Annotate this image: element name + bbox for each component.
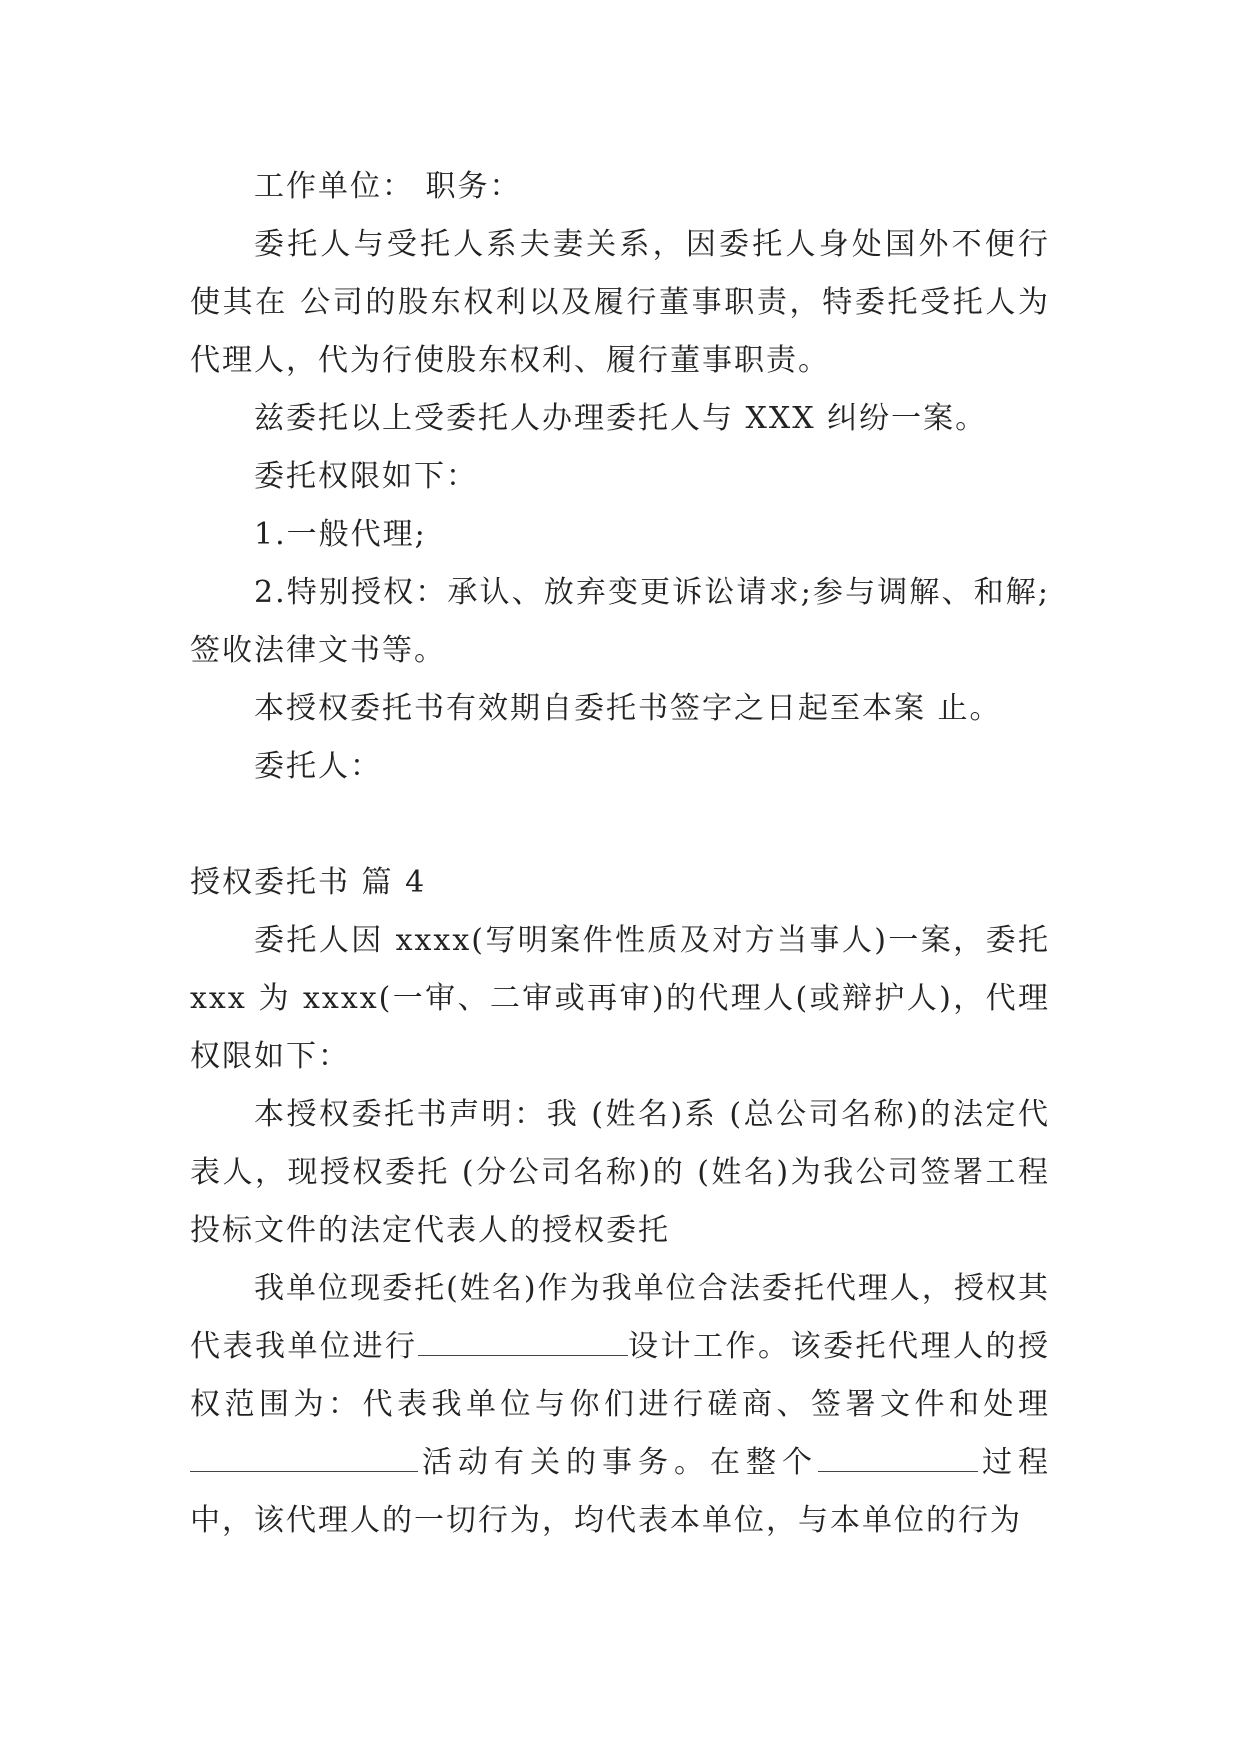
paragraph-principal-signature: 委托人：: [254, 749, 382, 784]
unit-entrust-text-1: 我单位现委托(姓名)作为我单位合法委托代理人，授权其代表我单位进行: [190, 1271, 1050, 1364]
fill-blank-activity: [190, 1435, 418, 1472]
unit-entrust-text-2: 设计工作。该委托代理人的授权范围为：代表我单位与你们进行磋商、签署文件和处理: [190, 1329, 1050, 1422]
section-heading: 授权委托书 篇 4: [190, 865, 427, 900]
paragraph-entrust-relation: 委托人与受托人系夫妻关系，因委托人身处国外不便行使其在 公司的股东权利以及履行董事职责，特委托受托人为代理人，代为行使股东权利、履行董事职责。: [190, 227, 1050, 378]
fill-blank-design: [418, 1319, 628, 1356]
paragraph-general-agency: 1.一般代理;: [254, 517, 427, 552]
fill-blank-process: [818, 1435, 978, 1472]
paragraph-special-authorization: 2.特别授权：承认、放弃变更诉讼请求;参与调解、和解;签收法律文书等。: [190, 575, 1050, 668]
paragraph-case-entrust: 委托人因 xxxx(写明案件性质及对方当事人)一案，委托 xxx 为 xxxx(一审、二审或再审)的代理人(或辩护人)，代理权限如下：: [190, 923, 1050, 1074]
paragraph-work-unit: 工作单位： 职务：: [254, 169, 522, 204]
unit-entrust-text-3: 活动有关的事务。在整个: [418, 1445, 818, 1480]
paragraph-unit-entrust: [190, 1260, 1050, 1550]
unit-entrust-text-4: 过程中，该代理人的一切行为，均代表本单位，与本单位的行为: [190, 1445, 1050, 1538]
paragraph-validity: 本授权委托书有效期自委托书签字之日起至本案 止。: [254, 691, 1002, 726]
paragraph-authority-heading: 委托权限如下：: [254, 459, 478, 494]
paragraph-declaration: 本授权委托书声明：我 (姓名)系 (总公司名称)的法定代表人，现授权委托 (分公司名称)的 (姓名)为我公司签署工程投标文件的法定代表人的授权委托: [190, 1097, 1050, 1248]
paragraph-case: 兹委托以上受委托人办理委托人与 XXX 纠纷一案。: [254, 401, 988, 436]
document-body: [190, 158, 1050, 1550]
